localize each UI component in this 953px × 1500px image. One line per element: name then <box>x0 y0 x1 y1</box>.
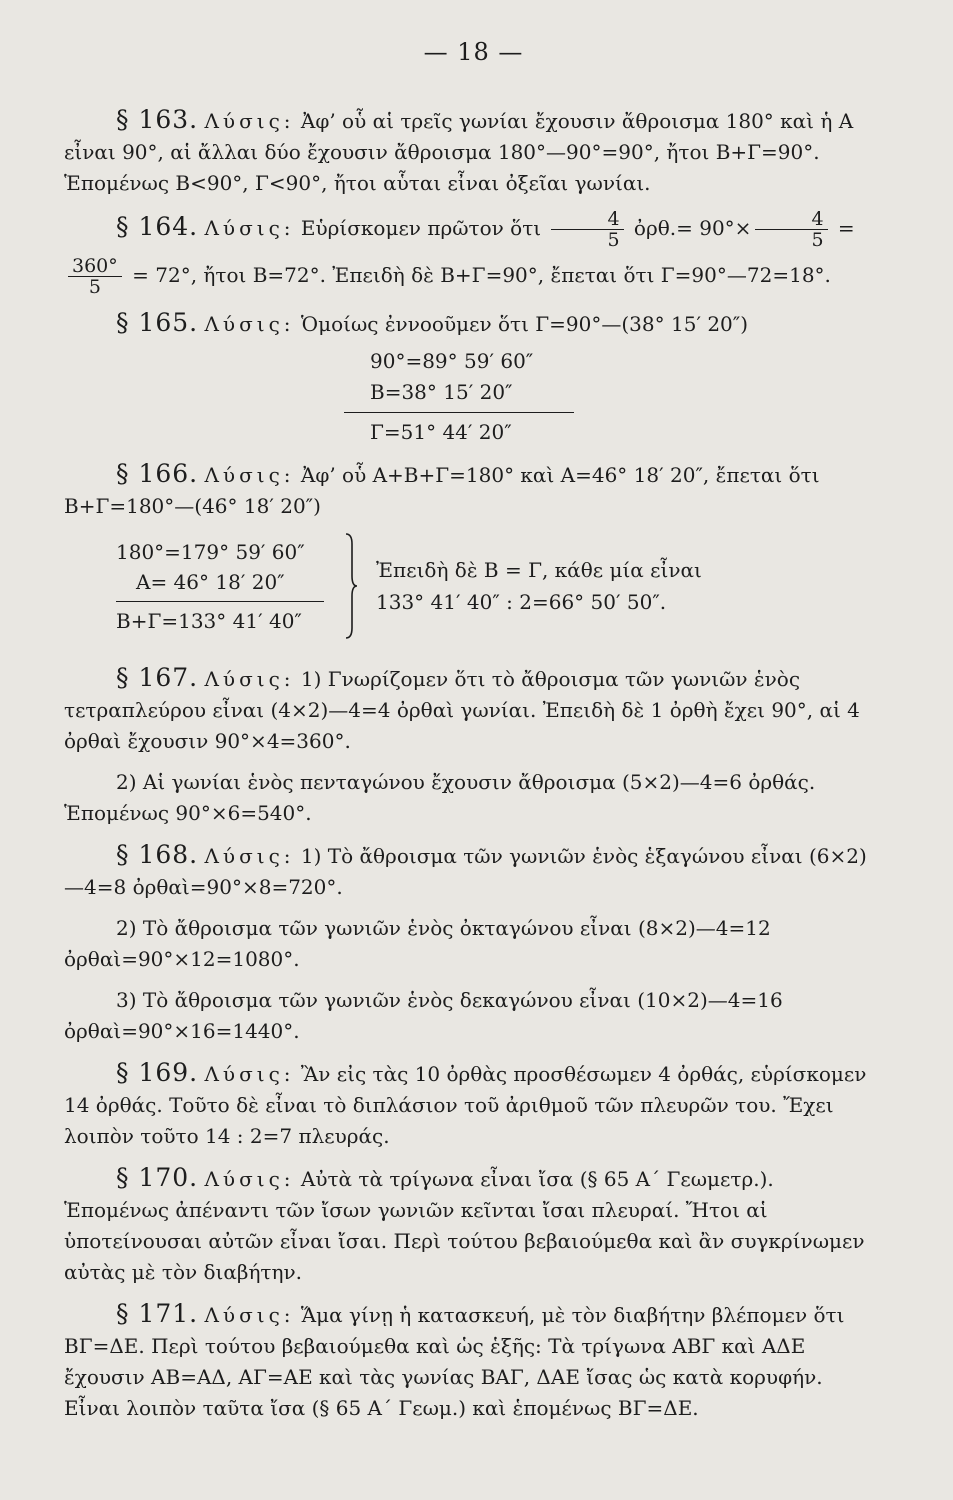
section-number: § 165. <box>116 308 199 337</box>
section-text: Εὑρίσκομεν πρῶτον ὅτι <box>300 216 542 240</box>
calc-rule <box>344 412 574 413</box>
section-text: Ἀφ’ οὗ αἱ τρεῖς γωνίαι ἔχουσιν ἄθροισμα 180° καὶ ἡ Α εἶναι 90°, αἱ ἄλλαι δύο ἔχουσιν ἄθροισμα 180°—90°=90°, ἤτοι Β+Γ=90°. Ἑπομένως Β<90°, Γ<90°, ἤτοι αὗται εἶναι ὀξεῖαι γωνίαι. <box>64 109 854 195</box>
lysis-label: Λύσις: <box>204 667 295 691</box>
side-note <box>376 554 702 618</box>
lysis-label: Λύσις: <box>204 216 295 240</box>
calc-column <box>116 537 336 636</box>
calc-line: Β=38° 15′ 20″ <box>370 380 513 404</box>
subtraction-166 <box>116 532 883 640</box>
section-164 <box>64 209 883 250</box>
lysis-label: Λύσις: <box>204 1167 295 1191</box>
fraction-four-fifths: $\frac{4}{5}$ <box>755 209 827 250</box>
section-number: § 166. <box>116 459 199 488</box>
lysis-label: Λύσις: <box>204 463 295 487</box>
section-168-part-2: 2) Τὸ ἄθροισμα τῶν γωνιῶν ἑνὸς ὀκταγώνου εἶναι (8×2)—4=12 ὀρθαὶ=90°×12=1080°. <box>64 916 771 971</box>
lysis-label: Λύσις: <box>204 109 295 133</box>
fraction-four-fifths: $\frac{4}{5}$ <box>551 209 623 250</box>
section-text: 1) Γνωρίζομεν ὅτι τὸ ἄθροισμα τῶν γωνιῶν ἑνὸς τετραπλεύρου εἶναι (4×2)—4=4 ὀρθαὶ γωνίαι. Ἐπειδὴ δὲ 1 ὀρθὴ ἔχει 90°, αἱ 4 ὀρθαὶ ἔχουσιν 90°×4=360°. <box>64 667 860 753</box>
section-169 <box>64 1057 883 1152</box>
section-number: § 169. <box>116 1058 199 1087</box>
section-number: § 163. <box>116 105 199 134</box>
lysis-label: Λύσις: <box>204 844 295 868</box>
calc-line: 90°=89° 59′ 60″ <box>370 349 534 373</box>
section-text: Ἅμα γίνῃ ἡ κατασκευή, μὲ τὸν διαβήτην βλέπομεν ὅτι ΒΓ=ΔΕ. Περὶ τούτου βεβαιούμεθα καὶ ὡς ἑξῆς: Τὰ τρίγωνα ΑΒΓ καὶ ΑΔΕ ἔχουσιν ΑΒ=ΑΔ, ΑΓ=ΑΕ καὶ τὰς γωνίας ΒΑΓ, ΔΑΕ ἴσας ὡς κατὰ κορυφήν. Εἶναι λοιπὸν ταῦτα ἴσα (§ 65 Α΄ Γεωμ.) καὶ ἑπομένως ΒΓ=ΔΕ. <box>64 1303 845 1420</box>
section-number: § 167. <box>116 663 199 692</box>
section-text: Ὁμοίως ἐννοοῦμεν ὅτι Γ=90°—(38° 15′ 20″) <box>300 312 749 336</box>
right-brace-icon <box>344 532 358 640</box>
lysis-label: Λύσις: <box>204 1062 295 1086</box>
section-text: 1) Τὸ ἄθροισμα τῶν γωνιῶν ἑνὸς ἑξαγώνου εἶναι (6×2)—4=8 ὀρθαὶ=90°×8=720°. <box>64 844 867 899</box>
calc-result: Γ=51° 44′ 20″ <box>370 420 512 444</box>
subtraction-165 <box>370 346 883 448</box>
calc-line: 180°=179° 59′ 60″ <box>116 539 305 564</box>
section-166 <box>64 458 883 522</box>
section-text: = 72°, ἤτοι Β=72°. Ἐπειδὴ δὲ Β+Γ=90°, ἔπεται ὅτι Γ=90°—72=18°. <box>132 263 831 287</box>
section-168-part-3: 3) Τὸ ἄθροισμα τῶν γωνιῶν ἑνὸς δεκαγώνου εἶναι (10×2)—4=16 ὀρθαὶ=90°×16=1440°. <box>64 988 783 1043</box>
calc-line: Α= 46° 18′ 20″ <box>136 569 285 594</box>
section-168 <box>64 839 883 903</box>
section-167 <box>64 662 883 757</box>
section-164-continued <box>64 256 883 297</box>
section-167-part-2: 2) Αἱ γωνίαι ἑνὸς πενταγώνου ἔχουσιν ἄθροισμα (5×2)—4=6 ὀρθάς. Ἑπομένως 90°×6=540°. <box>64 770 816 825</box>
side-line: 133° 41′ 40″ : 2=66° 50′ 50″. <box>376 590 667 614</box>
section-number: § 168. <box>116 840 199 869</box>
section-number: § 170. <box>116 1163 199 1192</box>
section-170 <box>64 1162 883 1288</box>
section-number: § 164. <box>116 212 199 241</box>
section-text: Αὐτὰ τὰ τρίγωνα εἶναι ἴσα (§ 65 Α΄ Γεωμετρ.). Ἑπομένως ἀπέναντι τῶν ἴσων γωνιῶν κεῖνται ἴσαι πλευραί. Ἤτοι αἱ ὑποτείνουσαι αὐτῶν εἶναι ἴσαι. Περὶ τούτου βεβαιούμεθα καὶ ἂν συγκρίνωμεν αὐτὰς μὲ τὸν διαβήτην. <box>64 1167 865 1284</box>
lysis-label: Λύσις: <box>204 312 295 336</box>
section-171 <box>64 1298 883 1424</box>
section-163 <box>64 104 883 199</box>
equals-sign: = <box>837 216 855 240</box>
section-165 <box>64 307 883 340</box>
fraction-360-over-5: $\frac{360^\circ}{5}$ <box>68 256 122 297</box>
section-text: Ἀφ’ οὗ Α+Β+Γ=180° καὶ Α=46° 18′ 20″, ἔπεται ὅτι Β+Γ=180°—(46° 18′ 20″) <box>64 463 820 518</box>
calc-rule <box>116 601 324 602</box>
section-text: Ἂν εἰς τὰς 10 ὀρθὰς προσθέσωμεν 4 ὀρθάς, εὑρίσκομεν 14 ὀρθάς. Τοῦτο δὲ εἶναι τὸ διπλάσιον τοῦ ἀριθμοῦ τῶν πλευρῶν του. Ἔχει λοιπὸν τοῦτο 14 : 2=7 πλευράς. <box>64 1062 867 1148</box>
page-number: — 18 — <box>423 38 524 66</box>
lysis-label: Λύσις: <box>204 1303 295 1327</box>
calc-result: Β+Γ=133° 41′ 40″ <box>116 608 302 633</box>
section-number: § 171. <box>116 1299 199 1328</box>
section-text: ὀρθ.= 90°× <box>633 216 752 240</box>
side-line: Ἐπειδὴ δὲ Β = Γ, κάθε μία εἶναι <box>376 558 702 582</box>
